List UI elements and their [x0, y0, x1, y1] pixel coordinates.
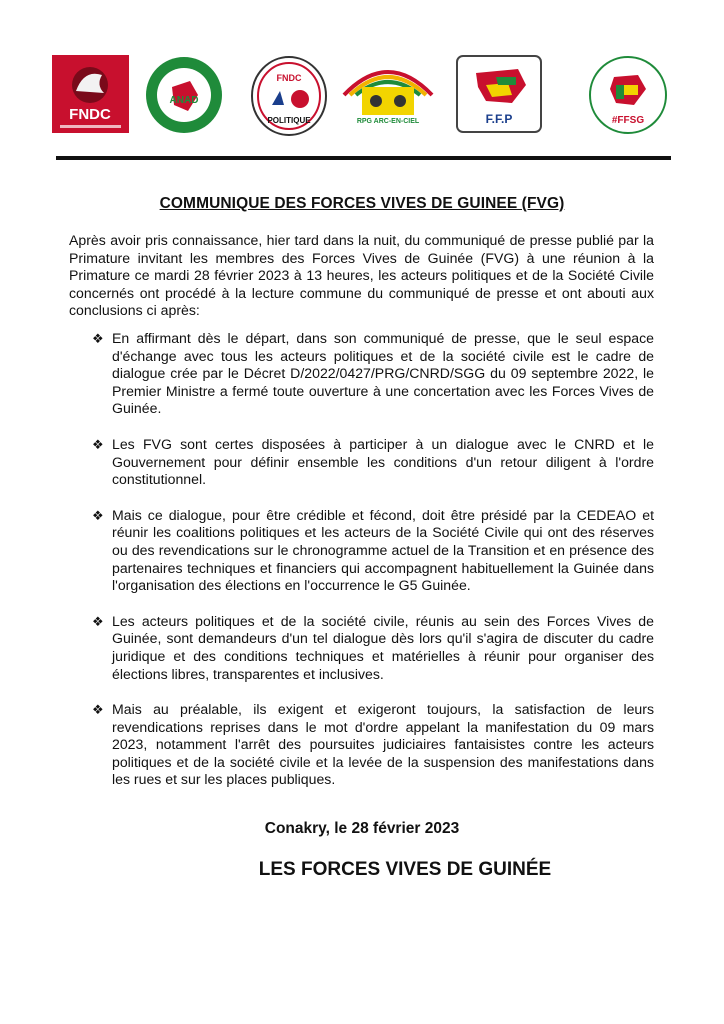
place-and-date: Conakry, le 28 février 2023: [264, 820, 460, 837]
ffsg-logo: [588, 55, 668, 137]
rpg-arc-en-ciel-logo: [340, 55, 436, 127]
list-item: [92, 701, 654, 789]
intro-paragraph: Après avoir pris connaissance, hier tard dans la nuit, du communiqué de presse publié par la Primature invitant les membres des Forces Vives de Guinée (FVG) à une réunion à la Primature ce mardi 28 février 2023 à 13 heures, les acteurs politiques et de la Société Civile concernés ont procédé à la lecture commune du communiqué de presse et ont abouti aux conclusions ci après:: [69, 232, 654, 319]
document-title: COMMUNIQUE DES FORCES VIVES DE GUINEE (FVG): [159, 195, 565, 212]
header-divider: [56, 156, 671, 160]
list-item-text: Mais ce dialogue, pour être crédible et fécond, doit être présidé par la CEDEAO et réunir les coalitions politiques et les acteurs de la Société Civile qui ont des réserves ou des revendications sur le chronogramme actuel de la Transition et en présence des partenaires techniques et financiers qui accompagnent habituellement la Guinée dans l'organisation des élections en l'occurrence le G5 Guinée.: [112, 506, 654, 594]
ffp-logo-text: F.F.P: [485, 112, 513, 126]
logo-strip: [52, 55, 672, 140]
ffp-logo: [456, 55, 542, 133]
diamond-bullet-icon: ❖: [92, 436, 104, 452]
list-item: [92, 507, 654, 595]
list-item-text: Mais au préalable, ils exigent et exigeront toujours, la satisfaction de leurs revendications reprises dans le mot d'ordre appelant la manifestation du 09 mars 2023, notamment l'arrêt des poursuites judiciaires fantaisistes contre les acteurs politiques et de la société civile et la levée de la suspension des manifestations dans les rues et sur les places publiques.: [112, 701, 654, 788]
fndc-logo: [52, 55, 129, 133]
diamond-bullet-icon: ❖: [92, 613, 104, 629]
diamond-bullet-icon: ❖: [92, 507, 104, 523]
list-item-text: En affirmant dès le départ, dans son communiqué de presse, que le seul espace d'échange avec tous les acteurs politiques et de la société civile est le cadre de dialogue crée par le Décret D/2022/0427/PRG/CNRD/SGG du 09 septembre 2022, le Premier Ministre a fermé toute ouverture à une concertation avec les Forces Vives de Guinée.: [112, 330, 654, 417]
list-item-text: Les acteurs politiques et de la société civile, réunis au sein des Forces Vives de Guinée, sont demandeurs d'un tel dialogue dès lors qu'il s'agira de discuter du cadre juridique et des conditions techniques et matérielles à réunir pour organiser des élections libres, transparentes et inclusives.: [112, 612, 654, 682]
diamond-bullet-icon: ❖: [92, 331, 104, 346]
fndc-politique-logo: [250, 55, 328, 137]
ffsg-logo-text: #FFSG: [611, 115, 645, 126]
signature: LES FORCES VIVES DE GUINÉE: [258, 859, 552, 880]
fndc-logo-text: FNDC: [69, 106, 111, 123]
list-item: [92, 613, 654, 683]
anad-logo-text: ANAD: [169, 95, 199, 106]
fndc-politique-bottom-text: POLITIQUE: [267, 116, 311, 125]
fndc-politique-top-text: FNDC: [276, 73, 302, 83]
anad-logo: [144, 55, 224, 135]
rpg-logo-text: RPG ARC-EN-CIEL: [356, 118, 420, 125]
list-item-text: Les FVG sont certes disposées à participer à un dialogue avec le CNRD et le Gouvernement pour définir ensemble les conditions d'un retour diligent à l'ordre constitutionnel.: [112, 435, 654, 488]
list-item: [92, 436, 654, 489]
conclusions-list: [92, 330, 654, 807]
diamond-bullet-icon: ❖: [92, 702, 104, 718]
list-item: [92, 330, 654, 418]
